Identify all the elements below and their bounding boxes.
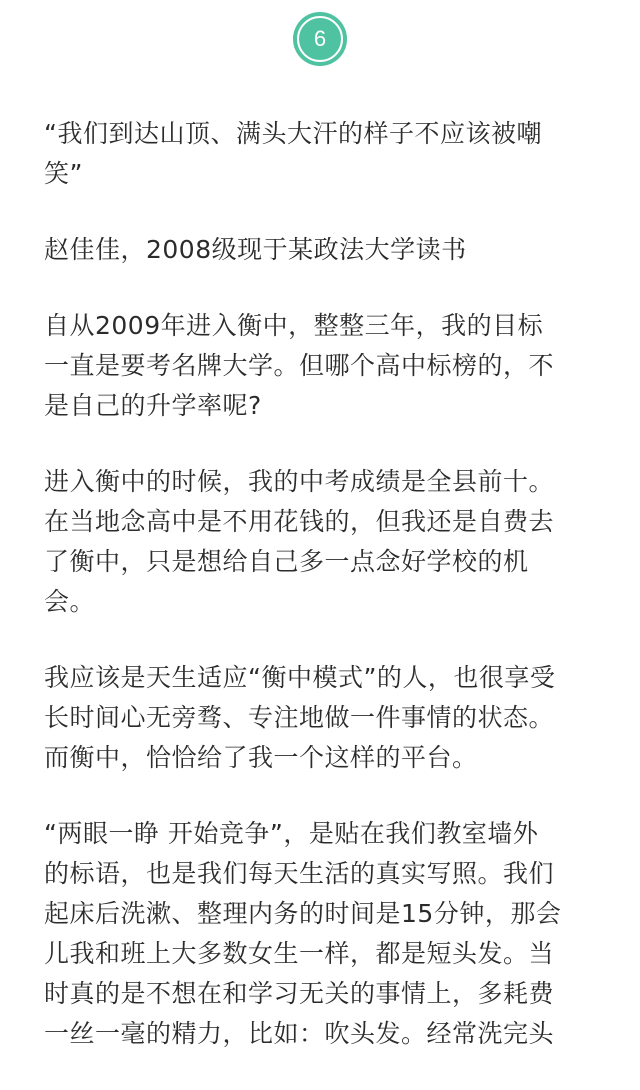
article-paragraph: 进入衡中的时候，我的中考成绩是全县前十。 在当地念高中是不用花钱的，但我还是自费去 了衡中，只是想给自己多一点念好学校的机 会。 — [44, 467, 555, 616]
article-paragraph: 我应该是天生适应“衡中模式”的人，也很享受 长时间心无旁骛、专注地做一件事情的状态。 而衡中，恰恰给了我一个这样的平台。 — [44, 663, 556, 772]
article-paragraph: “两眼一睁 开始竞争”，是贴在我们教室墙外 的标语，也是我们每天生活的真实写照。我们 起床后洗漱、整理内务的时间是15分钟，那会 儿我和班上大多数女生一样，都是短头发。当 时真的是不想在和学习无关的事情上，多耗费 一丝一毫的精力，比如：吹头发。经常洗完头 — [44, 819, 562, 1048]
article-body — [44, 114, 596, 1090]
section-number-badge — [293, 12, 347, 66]
article-heading-quote: “我们到达山顶、满头大汗的样子不应该被嘲 笑” — [44, 119, 542, 188]
author-line: 赵佳佳，2008级现于某政法大学读书 — [44, 235, 467, 264]
article-paragraph: 自从2009年进入衡中，整整三年，我的目标 一直是要考名牌大学。但哪个高中标榜的，不 是自己的升学率呢? — [44, 311, 555, 420]
section-number: 6 — [297, 16, 343, 62]
section-number-badge-wrap — [0, 12, 640, 66]
